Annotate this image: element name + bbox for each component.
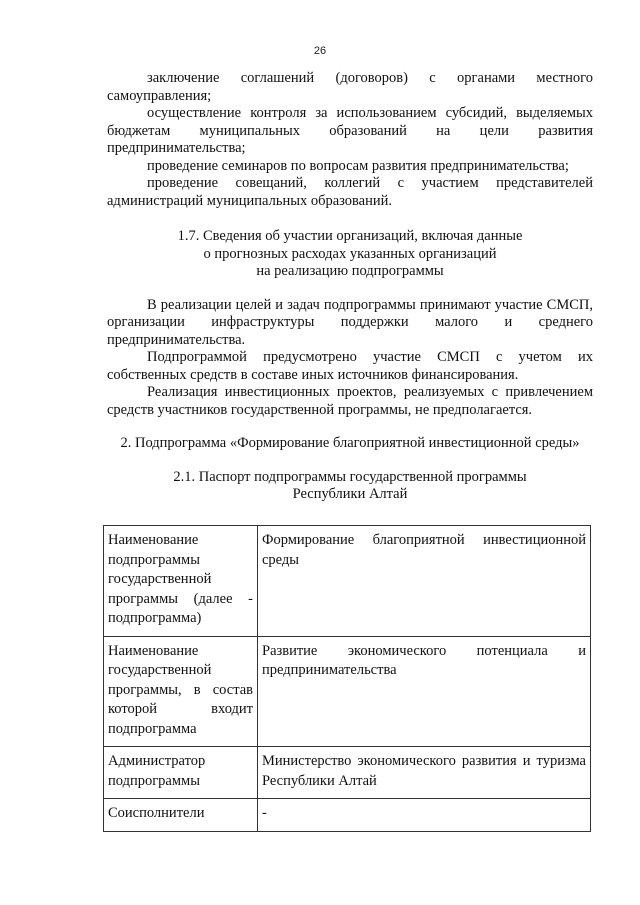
row-value: Формирование благоприятной инвестиционной среды <box>258 526 591 637</box>
table-row <box>104 747 591 799</box>
page-number: 26 <box>313 45 327 57</box>
section-2-1-heading <box>107 469 593 504</box>
section-1-7-heading <box>107 228 593 281</box>
table-row <box>104 526 591 637</box>
intro-paragraph: заключение соглашений (договоров) с органами местного самоуправления; <box>107 70 593 104</box>
section-paragraph: В реализации целей и задач подпрограммы принимают участие СМСП, организации инфраструктуры поддержки малого и среднего предпринимательства. <box>107 296 593 348</box>
intro-paragraph: проведение совещаний, коллегий с участием представителей администраций муниципальных образований. <box>107 175 593 209</box>
intro-paragraph: проведение семинаров по вопросам развития предпринимательства; <box>147 157 569 174</box>
row-label: Наименование государственной программы, в состав которой входит подпрограмма <box>104 636 258 747</box>
section-paragraph: Реализация инвестиционных проектов, реализуемых с привлечением средств участников государственной программы, не предполагается. <box>107 384 593 418</box>
table-row <box>104 799 591 832</box>
passport-table <box>103 525 591 832</box>
document-body <box>107 70 593 504</box>
section-2-heading: 2. Подпрограмма «Формирование благоприятной инвестиционной среды» <box>120 435 580 451</box>
row-label: Наименование подпрограммы государственной программы (далее - подпрограмма) <box>104 526 258 637</box>
row-label: Администратор подпрограммы <box>104 747 258 799</box>
heading-line: 2.1. Паспорт подпрограммы государственной программы <box>173 468 527 485</box>
heading-line: Республики Алтай <box>292 486 408 502</box>
row-value: Министерство экономического развития и туризма Республики Алтай <box>258 747 591 799</box>
table-row <box>104 636 591 747</box>
intro-paragraph: осуществление контроля за использованием субсидий, выделяемых бюджетам муниципальных образований на цели развития предпринимательства; <box>107 105 593 156</box>
section-1-7-body <box>107 297 593 420</box>
heading-line: о прогнозных расходах указанных организаций <box>203 245 497 262</box>
row-value: - <box>258 799 591 832</box>
row-value: Развитие экономического потенциала и предпринимательства <box>258 636 591 747</box>
heading-line: 1.7. Сведения об участии организаций, включая данные <box>177 228 523 244</box>
section-paragraph: Подпрограммой предусмотрено участие СМСП с учетом их собственных средств в составе иных источников финансирования. <box>107 349 593 383</box>
row-label: Соисполнители <box>104 799 258 832</box>
heading-line: на реализацию подпрограммы <box>256 263 444 279</box>
